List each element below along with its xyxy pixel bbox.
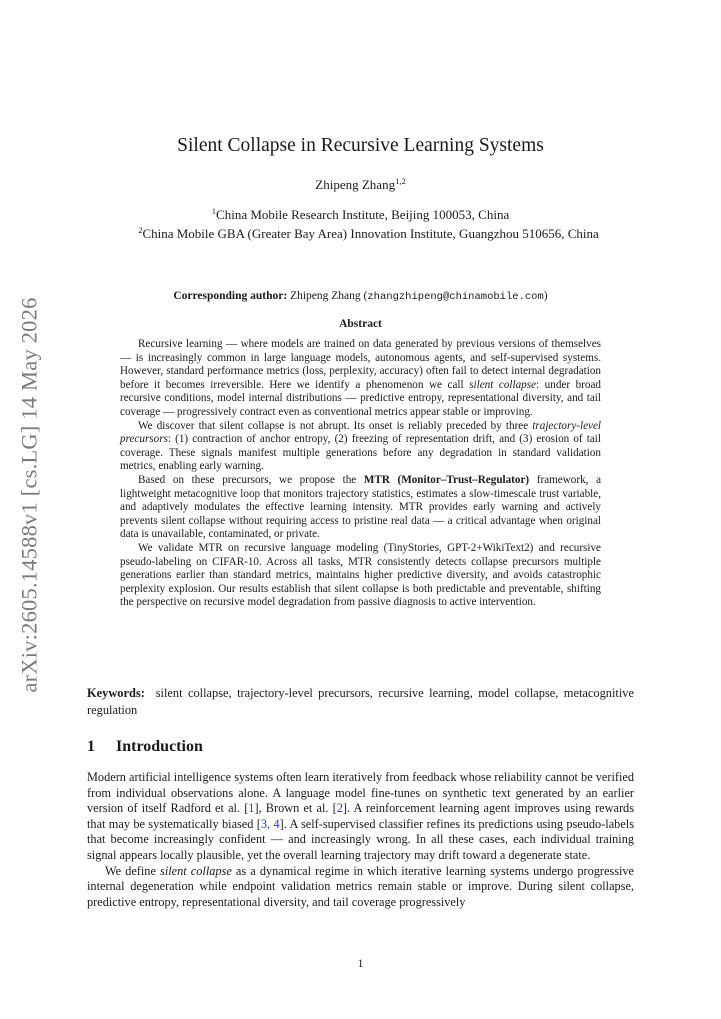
abstract-p3-text-a: Based on these precursors, we propose the xyxy=(138,473,364,486)
citation-3-4[interactable]: 3, 4 xyxy=(260,816,280,831)
affil-1-sup: 1 xyxy=(211,206,217,216)
corresponding-name: Zhipeng Zhang xyxy=(290,290,361,302)
affiliation-1 xyxy=(0,207,721,223)
intro-p1-text-d: ]. A self-supervised classifier refines its predictions using pseudo-labels that become increasingly confident — and increasingly wrong. In all these cases, each individual training signal appears locally plausible, yet the overall learning trajectory may drift toward a degenerate state. xyxy=(87,816,634,862)
abstract-paragraph-1 xyxy=(120,338,601,420)
paper-title: Silent Collapse in Recursive Learning Systems xyxy=(177,135,544,156)
keywords xyxy=(87,685,634,718)
abstract-paragraph-4: We validate MTR on recursive language modeling (TinyStories, GPT-2+WikiText2) and recursive pseudo-labeling on CIFAR-10. Across all tasks, MTR consistently detects collapse precursors multiple generations earlier than standard metrics, maintains higher predictive diversity, and avoids catastrophic perplexity explosion. Our results establish that silent collapse is both predictable and preventable, shifting the perspective on recursive model degradation from passive diagnosis to active intervention. xyxy=(120,541,601,609)
author-line xyxy=(0,177,721,193)
intro-p1-text-a: Modern artificial intelligence systems often learn iteratively from feedback whose reliability cannot be verified from individual observations alone. A language model fine-tunes on synthetic text generated by an earlier version of itself Radford et al. [ xyxy=(87,770,634,816)
author-name: Zhipeng Zhang xyxy=(315,177,396,192)
abstract-heading: Abstract xyxy=(339,318,382,330)
abstract-p1-text-a: Recursive learning — where models are trained on data generated by previous versions of themselves — is increasingly common in large language models, autonomous agents, and self-supervised systems. However, standard performance metrics (loss, perplexity, accuracy) often fail to detect internal degradation before it becomes irreversible. Here we identify a phenomenon we call xyxy=(120,338,601,391)
section-title: Introduction xyxy=(116,738,203,755)
intro-paragraph-2 xyxy=(87,864,634,911)
abstract-p3-text-b: framework, a lightweight metacognitive loop that monitors trajectory statistics, estimates a slow-timescale trust variable, and adaptively modulates the effective learning intensity. MTR provides early warning and actively prevents silent collapse without requiring access to pristine real data — a critical advantage when original data is unavailable, contaminated, or private. xyxy=(120,473,602,541)
affil-2-text: China Mobile GBA (Greater Bay Area) Innovation Institute, Guangzhou 510656, China xyxy=(142,226,599,241)
section-number: 1 xyxy=(87,738,95,755)
page-number: 1 xyxy=(357,956,364,970)
abstract-p2-emphasis: trajectory-level precursors xyxy=(120,419,601,446)
abstract-body xyxy=(120,338,601,610)
affiliation-2 xyxy=(8,226,721,242)
affil-2-sup: 2 xyxy=(138,225,143,235)
affil-1-text: China Mobile Research Institute, Beijing 100053, China xyxy=(216,207,510,222)
author-affil-sup: 1,2 xyxy=(395,176,406,186)
intro-paragraph-1 xyxy=(87,770,634,864)
section-heading xyxy=(87,738,203,756)
corresponding-label: Corresponding author: xyxy=(173,290,288,302)
citation-2[interactable]: 2 xyxy=(336,801,343,816)
abstract-p2-text-a: We discover that silent collapse is not abrupt. Its onset is reliably preceded by three xyxy=(138,419,533,432)
arxiv-stamp xyxy=(10,290,50,700)
corresponding-email[interactable]: zhangzhipeng@chinamobile.com xyxy=(367,291,544,303)
abstract-paragraph-2 xyxy=(120,420,601,474)
corresponding-author: Corresponding author: Zhipeng Zhang (zhangzhipeng@chinamobile.com) xyxy=(173,290,548,303)
intro-p2-text-a: We define xyxy=(105,863,161,878)
abstract-p1-text-b: : under broad recursive conditions, model internal distributions — predictive entropy, representational diversity, and tail coverage — progressively contract even as conventional metrics appear stable or improving. xyxy=(120,378,601,418)
intro-p1-text-c: ]. A reinforcement learning agent improves using rewards that may be systematically biased [ xyxy=(87,801,634,831)
introduction-body xyxy=(87,770,634,910)
abstract-p3-strong: MTR (Monitor–Trust–Regulator) xyxy=(363,473,530,486)
keywords-text: silent collapse, trajectory-level precursors, recursive learning, model collapse, metacognitive regulation xyxy=(87,686,634,717)
citation-1[interactable]: 1 xyxy=(248,801,255,816)
abstract-p2-text-b: : (1) contraction of anchor entropy, (2) freezing of representation drift, and (3) erosion of tail coverage. These signals manifest multiple generations before any degradation in standard validation metrics, enabling early warning. xyxy=(120,433,601,473)
intro-p2-emphasis: silent collapse xyxy=(160,863,232,878)
abstract-paragraph-3 xyxy=(120,474,601,542)
intro-p2-text-b: as a dynamical regime in which iterative learning systems undergo progressive internal degeneration while endpoint validation metrics remain stable or improve. During silent collapse, predictive entropy, representational diversity, and tail coverage progressively xyxy=(87,863,635,909)
arxiv-identifier[interactable]: arXiv:2605.14588v1 [cs.LG] 14 May 2026 xyxy=(17,297,43,693)
abstract-p1-emphasis: silent collapse xyxy=(469,378,537,391)
keywords-label: Keywords: xyxy=(87,686,145,700)
intro-p1-text-b: ], Brown et al. [ xyxy=(254,801,337,816)
